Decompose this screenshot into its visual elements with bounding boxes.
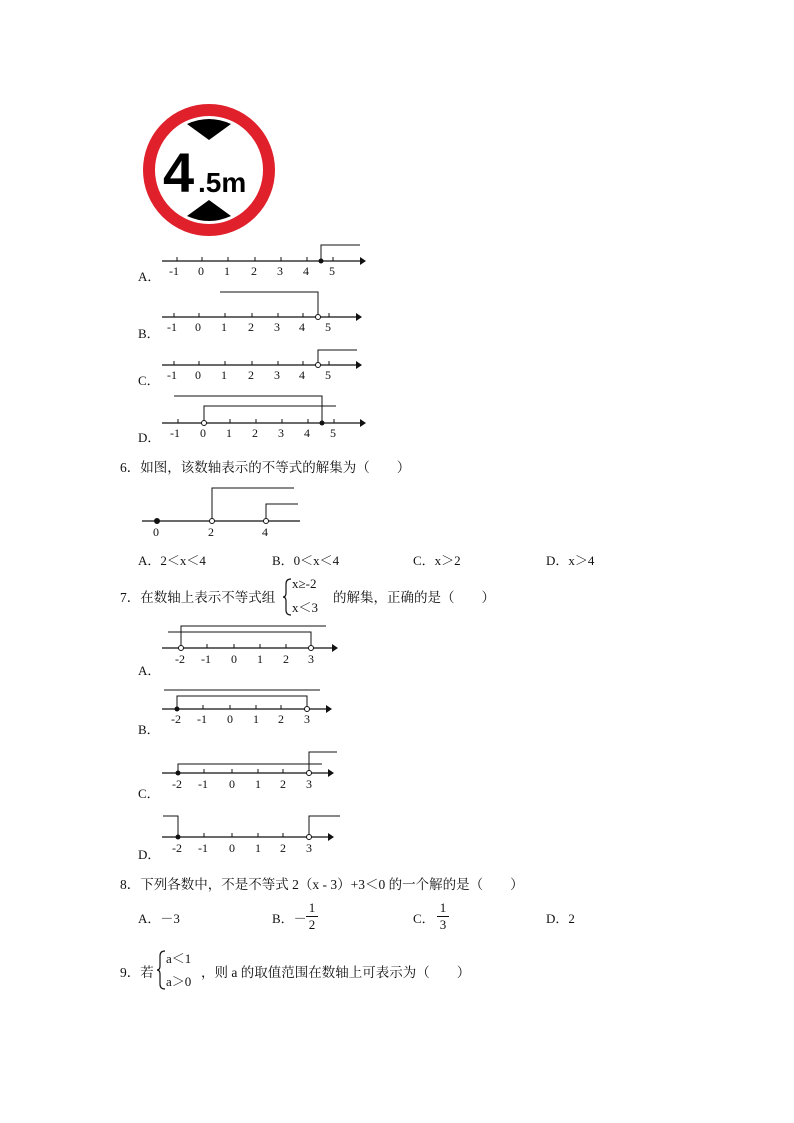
q5-option-a-number-line <box>160 240 370 280</box>
q6-choice-a[interactable]: A．2＜x＜4 <box>138 553 206 568</box>
tick-label: 3 <box>306 841 312 855</box>
q6-number-line <box>140 484 310 540</box>
brace-icon <box>282 578 292 616</box>
q5-option-c-number-line <box>160 344 370 384</box>
tick-label: 5 <box>329 264 335 278</box>
tick-label: -1 <box>170 426 180 440</box>
sign-big-number: 4 <box>163 141 195 204</box>
q9-stem-suffix: ，则 a 的取值范围在数轴上可表示为（ ） <box>201 965 471 980</box>
q7-option-b-number-line <box>160 684 345 726</box>
tick-label: 1 <box>253 712 259 726</box>
q8-choice-b-prefix[interactable]: B．－ <box>272 911 307 926</box>
q7-stem-suffix: 的解集，正确的是（ ） <box>333 590 495 605</box>
tick-label: 3 <box>274 320 280 334</box>
tick-label: 5 <box>325 368 331 382</box>
q8-choice-a[interactable]: A．－3 <box>138 911 180 926</box>
tick-label: -2 <box>175 652 185 666</box>
tick-label: 3 <box>308 652 314 666</box>
fraction-numerator: 1 <box>439 900 447 915</box>
tick-label: 1 <box>224 264 230 278</box>
tick-label: 2 <box>248 320 254 334</box>
q6-choice-c[interactable]: C．x＞2 <box>413 553 461 568</box>
q5-option-a-label: A． <box>138 269 161 284</box>
tick-label: 2 <box>280 777 286 791</box>
q7-option-d-label: D． <box>138 847 161 862</box>
fraction-denominator: 3 <box>437 916 449 933</box>
tick-label: 4 <box>303 264 309 278</box>
q7-option-c-label: C． <box>138 786 160 801</box>
q5-option-b-number-line <box>160 288 370 336</box>
tick-label: 3 <box>274 368 280 382</box>
tick-label: 0 <box>229 841 235 855</box>
axis-label: 4 <box>262 525 268 539</box>
q7-stem-prefix: 7．在数轴上表示不等式组 <box>120 590 276 605</box>
axis-label: 2 <box>208 525 214 539</box>
tick-label: -2 <box>172 841 182 855</box>
q5-option-d-label: D． <box>138 430 161 445</box>
tick-label: -1 <box>198 777 208 791</box>
q5-option-b-label: B． <box>138 326 160 341</box>
tick-label: -1 <box>197 712 207 726</box>
q7-option-d-number-line <box>160 810 345 856</box>
tick-label: 2 <box>278 712 284 726</box>
q9-system-line2: a＞0 <box>166 974 192 989</box>
q8-stem: 8．下列各数中，不是不等式 2（x - 3）+3＜0 的一个解的是（ ） <box>120 877 524 892</box>
tick-label: 3 <box>277 264 283 278</box>
tick-label: -2 <box>172 777 182 791</box>
sign-small-text: .5m <box>198 167 247 198</box>
q5-option-c-label: C． <box>138 373 160 388</box>
q5-option-d-number-line <box>160 392 370 440</box>
q7-option-c-number-line <box>160 746 345 794</box>
tick-label: -1 <box>167 320 177 334</box>
brace-icon <box>156 950 166 990</box>
tick-label: 2 <box>283 652 289 666</box>
q7-system-line1: x≥-2 <box>292 576 317 591</box>
tick-label: 4 <box>304 426 310 440</box>
q8-choice-b-fraction <box>306 900 318 933</box>
tick-label: 0 <box>229 777 235 791</box>
tick-label: 1 <box>221 320 227 334</box>
tick-label: 0 <box>200 426 206 440</box>
q7-system-line2: x＜3 <box>292 600 319 615</box>
tick-label: 1 <box>255 841 261 855</box>
tick-label: 5 <box>330 426 336 440</box>
tick-label: -1 <box>201 652 211 666</box>
tick-label: 3 <box>306 777 312 791</box>
tick-label: 5 <box>325 320 331 334</box>
tick-label: 0 <box>195 320 201 334</box>
fraction-denominator: 2 <box>306 916 318 933</box>
tick-label: 4 <box>299 368 305 382</box>
q6-choice-d[interactable]: D．x＞4 <box>546 553 595 568</box>
tick-label: 0 <box>198 264 204 278</box>
q6-stem: 6．如图，该数轴表示的不等式的解集为（ ） <box>120 460 411 475</box>
tick-label: 0 <box>231 652 237 666</box>
tick-label: 2 <box>252 426 258 440</box>
tick-label: 0 <box>195 368 201 382</box>
q8-choice-d[interactable]: D．2 <box>546 911 575 926</box>
height-limit-sign <box>143 104 275 236</box>
q8-choice-c-fraction <box>437 900 449 933</box>
q7-option-a-label: A． <box>138 663 161 678</box>
tick-label: 2 <box>251 264 257 278</box>
tick-label: 1 <box>255 777 261 791</box>
q9-system-line1: a＜1 <box>166 951 192 966</box>
q9-stem-prefix: 9．若 <box>120 965 154 980</box>
tick-label: 0 <box>227 712 233 726</box>
tick-label: 3 <box>278 426 284 440</box>
tick-label: 2 <box>248 368 254 382</box>
tick-label: 1 <box>221 368 227 382</box>
fraction-numerator: 1 <box>308 900 316 915</box>
tick-label: -1 <box>169 264 179 278</box>
tick-label: 1 <box>257 652 263 666</box>
tick-label: -1 <box>198 841 208 855</box>
axis-label: 0 <box>153 525 159 539</box>
q6-choice-b[interactable]: B．0＜x＜4 <box>272 553 340 568</box>
q7-option-a-number-line <box>160 620 345 668</box>
tick-label: -2 <box>171 712 181 726</box>
tick-label: -1 <box>167 368 177 382</box>
tick-label: 1 <box>226 426 232 440</box>
q8-choice-c-prefix[interactable]: C． <box>413 911 435 926</box>
tick-label: 4 <box>299 320 305 334</box>
q7-option-b-label: B． <box>138 722 160 737</box>
tick-label: 3 <box>304 712 310 726</box>
tick-label: 2 <box>280 841 286 855</box>
